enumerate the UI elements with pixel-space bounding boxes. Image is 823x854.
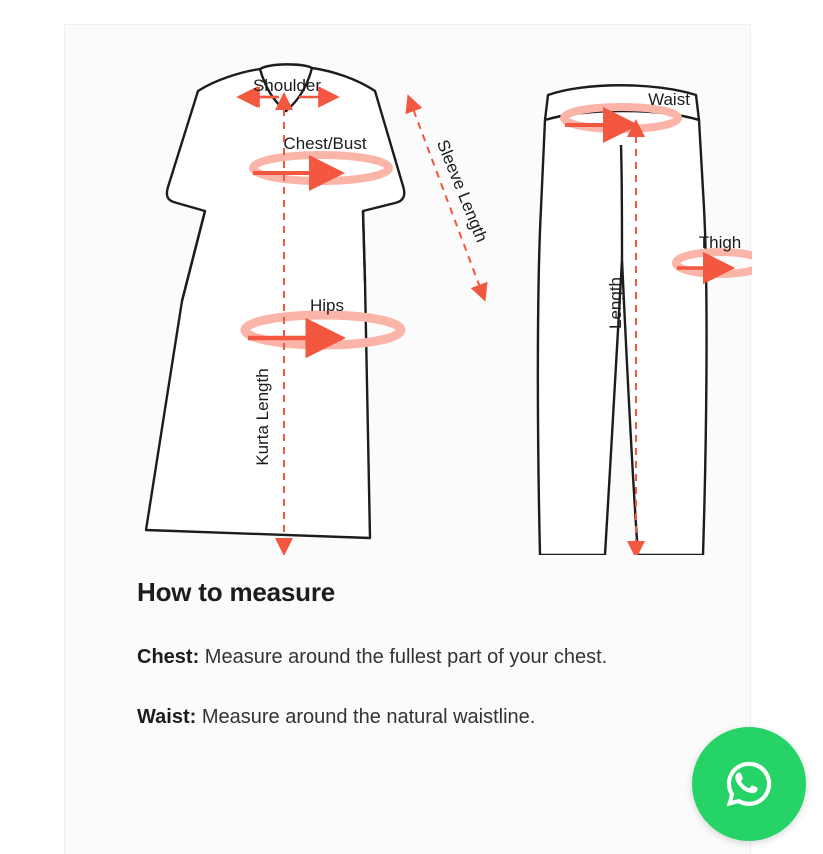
page-title: How to measure <box>137 577 336 607</box>
label-chest-bust: Chest/Bust <box>283 134 367 153</box>
label-kurta-length: Kurta Length <box>253 368 272 466</box>
label-hips: Hips <box>309 296 345 315</box>
measure-text-chest: Measure around the fullest part of your chest. <box>199 646 608 668</box>
label-trouser-length: Length <box>606 277 625 329</box>
measurement-diagram <box>65 25 752 555</box>
measure-text-waist: Measure around the natural waistline. <box>196 706 536 728</box>
size-guide-card <box>64 24 751 854</box>
measure-item-waist <box>137 698 697 736</box>
measure-term-waist: Waist: <box>137 706 197 728</box>
label-waist: Waist <box>648 90 690 109</box>
measure-term-chest: Chest: <box>137 646 200 668</box>
how-to-measure-section <box>137 577 697 758</box>
label-sleeve-length: Sleeve Length <box>432 136 492 245</box>
label-thigh: Thigh <box>698 233 742 252</box>
measure-item-chest <box>137 638 697 676</box>
label-shoulder: Shoulder <box>252 76 322 95</box>
whatsapp-icon <box>718 753 780 815</box>
whatsapp-chat-button[interactable] <box>692 727 806 841</box>
